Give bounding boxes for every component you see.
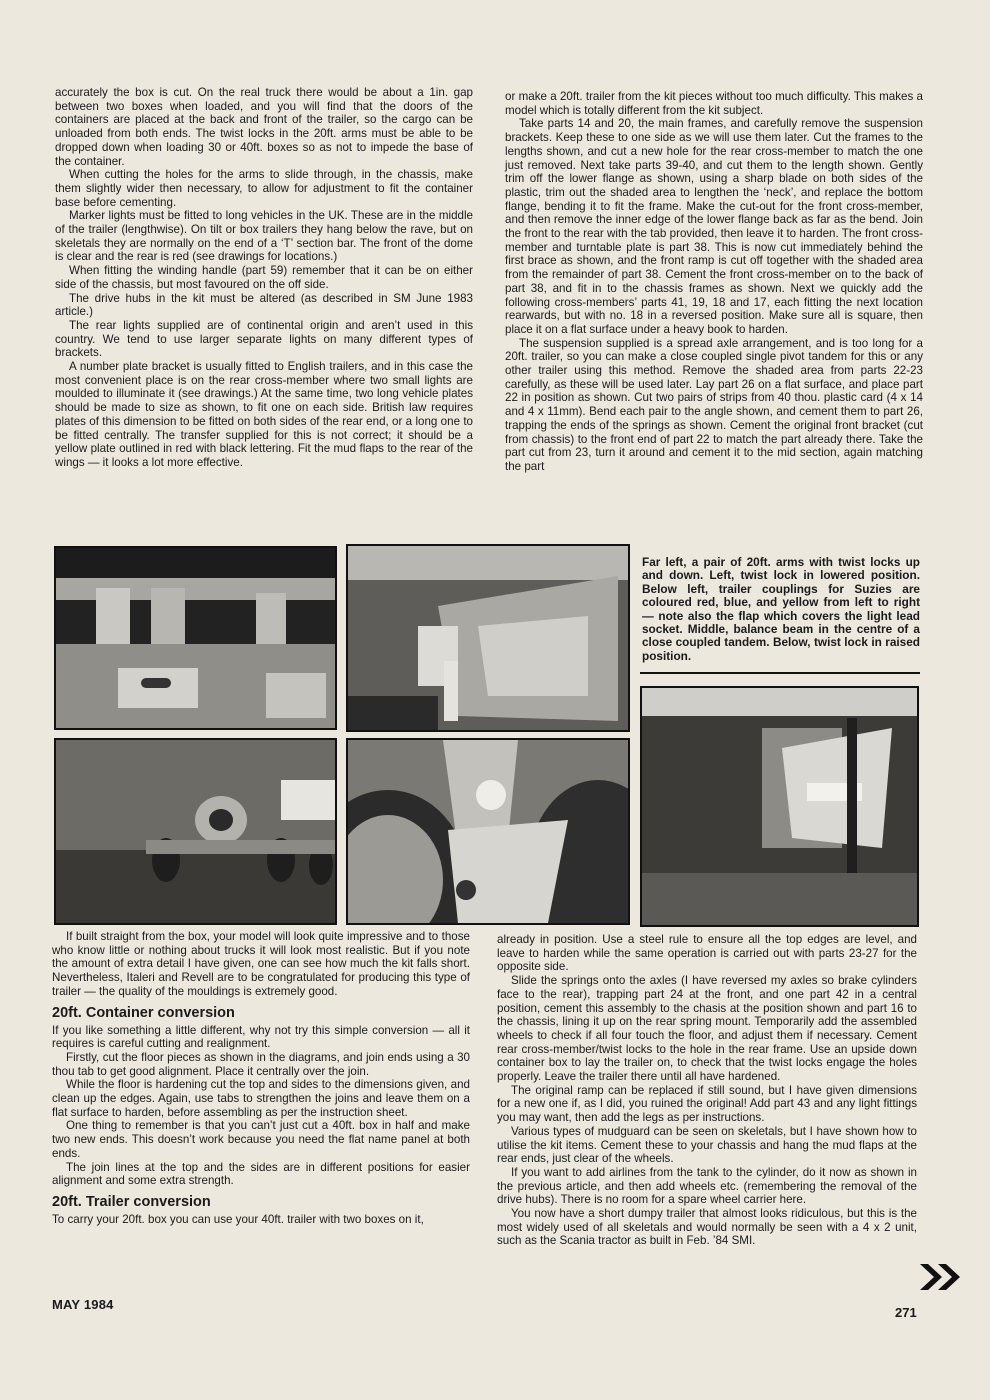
page-number: 271 <box>895 1305 917 1320</box>
photo-twist-lock-lowered <box>346 544 630 732</box>
section-heading-trailer-conversion: 20ft. Trailer conversion <box>52 1193 211 1210</box>
paragraph: You now have a short dumpy trailer that almost looks ridiculous, but this is the most widely used of all skeletals and would normally be seen with a 4 x 2 unit, such as the Scania tractor as built in Feb. ’84 SMI. <box>497 1207 917 1248</box>
paragraph: When fitting the winding handle (part 59) remember that it can be on either side of the chassis, but most favoured on the off side. <box>55 264 473 291</box>
photo-twist-lock-raised <box>640 686 919 927</box>
paragraph: accurately the box is cut. On the real truck there would be about a 1in. gap between two boxes when loaded, and you will find that the doors of the containers are placed at the back and front of the trailer, so the cargo can be unloaded from both ends. The twist locks in the 20ft. arms must be able to be dropped down when loading 30 or 40ft. boxes so as not to impede the base of the container. <box>55 86 473 168</box>
paragraph: A number plate bracket is usually fitted to English trailers, and in this case the most convenient place is on the rear cross-member where two small lights are moulded to illuminate it (see drawings.) At the same time, two long vehicle plates should be made to size as shown, to fit one on each side. British law requires plates of this dimension to be fitted on both sides of the rear end, or a long one to be fitted centrally. The transfer supplied for this is not correct; it should be a yellow plate outlined in red with black lettering. Fit the mud flaps to the rear of the wings — it looks a lot more effective. <box>55 360 473 469</box>
paragraph: The drive hubs in the kit must be altered (as described in SM June 1983 article.) <box>55 291 473 319</box>
paragraph: If built straight from the box, your model will look quite impressive and to those who know little or nothing about trucks it will look most realistic. But if you note the amount of extra detail I have given, one can see how much the kit falls short. Nevertheless, Italeri and Revell are to be congratulated for producing this type of trailer — the quality of the mouldings is extremely good. <box>52 930 470 998</box>
paragraph: or make a 20ft. trailer from the kit pieces without too much difficulty. This makes a model which is totally different from the kit subject. <box>505 90 923 117</box>
issue-date: MAY 1984 <box>52 1297 114 1312</box>
paragraph: The join lines at the top and the sides are in different positions for easier alignment and some extra strength. <box>52 1160 470 1188</box>
paragraph: Marker lights must be fitted to long vehicles in the UK. These are in the middle of the trailer (lengthwise). On tilt or box trailers they hang below the rave, but on skeletals they are normally on the end of a ‘T’ section bar. The front of the dome is clear and the rear is red (see drawings for locations.) <box>55 209 473 264</box>
paragraph: The rear lights supplied are of continental origin and aren’t used in this country. We tend to use larger separate lights on many different types of brackets. <box>55 318 473 360</box>
photo-trailer-couplings-image <box>56 740 335 923</box>
article-column-left-top <box>55 86 473 470</box>
paragraph: To carry your 20ft. box you can use your 40ft. trailer with two boxes on it, <box>52 1212 424 1226</box>
photo-caption: Far left, a pair of 20ft. arms with twist locks up and down. Left, twist lock in lowered position. Below left, trailer couplings for Suzies are coloured red, blue, and yellow from left to right — note also the flap which covers the light lead socket. Middle, balance beam in the centre of a close coupled tandem. Below, twist lock in raised position. <box>642 555 920 663</box>
paragraph: While the floor is hardening cut the top and sides to the dimensions given, and clean up the edges. Again, use tabs to strengthen the joins and leave them on a flat surface to harden, before assembling as per the instruction sheet. <box>52 1078 470 1119</box>
photo-trailer-couplings <box>54 738 337 925</box>
photo-twist-lock-raised-image <box>642 688 917 925</box>
paragraph: If you want to add airlines from the tank to the cylinder, do it now as shown in the previous article, and then add wheels etc. (remembering the removal of the drive hubs). There is no room for a spare wheel carrier here. <box>497 1165 917 1207</box>
paragraph: Take parts 14 and 20, the main frames, and carefully remove the suspension brackets. Keep these to one side as we will use them later. Cut the frames to the lengths shown, and cut a new hole for the rear cross-member to match the one just removed. Next take parts 39-40, and cut them to the length shown. Gently trim off the lower flange as shown, using a sharp blade on both sides of the plastic, trim out the shaded area to lengthen the ‘neck’, and replace the bottom flange, bending it to fit the frame. Make the cut-out for the front cross-member, and then remove the inner edge of the lower flange back as far as the bend. Join the front to the rear with the tab provided, then leave it to harden. The front cross-member and turntable plate is part 38. This is now cut immediately behind the first brace as shown, and the front ramp is cut off together with the shaded area from the remainder of part 38. Cement the front cross-member on to the back of part 38, and fit in to the chassis frames as shown. Next we quickly add the following cross-members’ parts 41, 19, 18 and 17, each fitting the next location rearwards, but with no. 18 in a reversed position. Make sure all is square, then place it on a flat surface under a heavy book to harden. <box>505 117 923 336</box>
photo-twist-lock-lowered-image <box>348 546 628 730</box>
article-column-right-bottom <box>497 933 917 1248</box>
photo-twist-lock-arms <box>54 546 337 730</box>
paragraph: One thing to remember is that you can’t just cut a 40ft. box in half and make two new ends. This doesn’t work because you need the flat name panel at both ends. <box>52 1119 470 1160</box>
photo-balance-beam <box>346 738 630 925</box>
paragraph: The original ramp can be replaced if still sound, but I have given dimensions for a new one if, as I did, you ruined the original! Add part 43 and any light fittings you may want, then add the legs as per instructions. <box>497 1083 917 1125</box>
paragraph: Various types of mudguard can be seen on skeletals, but I have shown how to utilise the kit items. Cement these to your chassis and hang the mud flaps at the rear ends, just clear of the wheels. <box>497 1124 917 1166</box>
paragraph: Slide the springs onto the axles (I have reversed my axles so brake cylinders face to the rear), trapping part 24 at the front, and one part 42 in a central position, cement this assembly to the chasis at the position shown and part 16 to the chassis, lining it up on the rear spring mount. Temporarily add the assembled wheels to check if all four touch the floor, and adjust them if necessary. Cement rear cross-member/twist locks to the hole in the rear frame. Use an upside down container box to lay the trailer on, to check that the twist locks engage the holes properly. Leave the trailer there until all have hardened. <box>497 974 917 1084</box>
continue-arrow-icon <box>918 1262 966 1292</box>
paragraph: If you like something a little different, why not try this simple conversion — all it requires is careful cutting and realignment. <box>52 1023 470 1051</box>
section-heading-container-conversion: 20ft. Container conversion <box>52 1004 235 1021</box>
paragraph: already in position. Use a steel rule to ensure all the top edges are level, and leave to harden while the same operation is carried out with parts 23-27 for the opposite side. <box>497 933 917 974</box>
paragraph: Firstly, cut the floor pieces as shown in the diagrams, and join ends using a 30 thou tab to get good alignment. Place it centrally over the join. <box>52 1050 470 1078</box>
caption-rule <box>640 672 920 674</box>
paragraph: The suspension supplied is a spread axle arrangement, and is too long for a 20ft. trailer, so you can make a close coupled single pivot tandem for this or any other trailer using this method. Remove the shaded area from parts 22-23 carefully, as these will be used later. Lay part 26 on a flat surface, and place part 22 in position as shown. Cut two pairs of strips from 40 thou. plastic card (4 x 14 and 4 x 11mm). Bend each pair to the angle shown, and cement them to part 26, trapping the ends of the springs as shown. Cement the original front bracket (cut from chassis) to the front end of part 22 to match the part already there. Take the part cut from 23, turn it around and cement it to the mid section, again matching the part <box>505 336 923 473</box>
article-column-right-top <box>505 90 923 474</box>
photo-balance-beam-image <box>348 740 628 923</box>
photo-twist-lock-arms-image <box>56 548 335 728</box>
article-column-left-bottom <box>52 930 470 1227</box>
paragraph: When cutting the holes for the arms to slide through, in the chassis, make them slightly wider then necessary, to allow for adjustment to fit the container base before cementing. <box>55 168 473 209</box>
